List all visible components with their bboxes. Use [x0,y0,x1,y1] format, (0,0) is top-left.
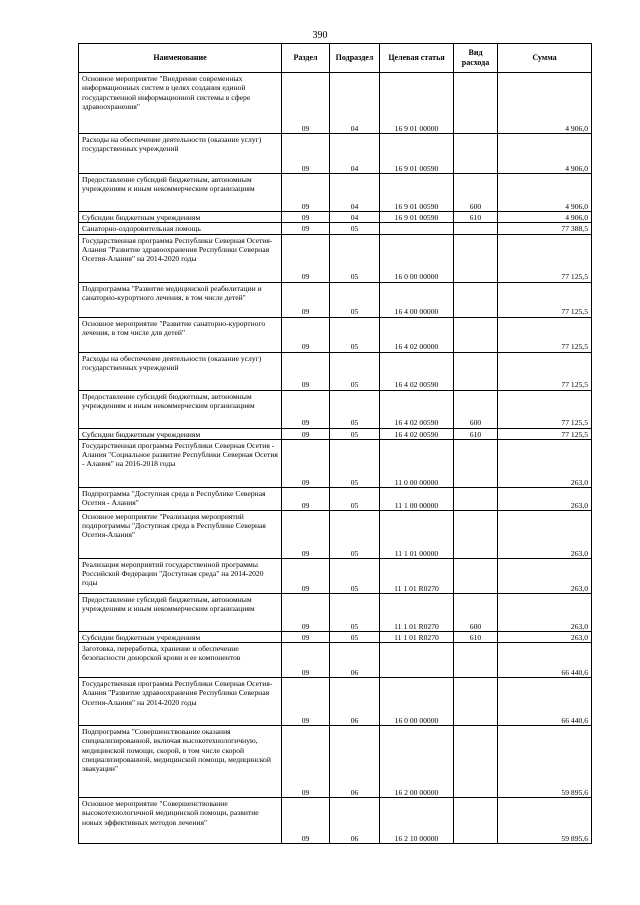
row-article: 16 9 01 00590 [380,212,454,223]
row-subsection: 05 [330,317,380,352]
row-name: Предоставление субсидий бюджетным, автономным учреждениям и иным некоммерческим организациям [79,593,282,631]
table-row [79,223,592,234]
table-row [79,726,592,798]
table-row [79,73,592,134]
row-subsection: 05 [330,593,380,631]
row-subsection: 05 [330,282,380,317]
page-number: 390 [312,30,328,41]
row-article: 16 4 02 00590 [380,428,454,439]
table-row [79,558,592,593]
table-row [79,510,592,558]
row-sum: 77 125,5 [498,234,592,282]
row-section: 09 [282,798,330,844]
row-article: 11 1 01 R0270 [380,593,454,631]
row-subsection: 04 [330,212,380,223]
row-article: 16 4 02 00590 [380,390,454,428]
row-sum: 77 125,5 [498,282,592,317]
row-sum: 59 895,6 [498,726,592,798]
row-sum: 4 906,0 [498,174,592,212]
table-row [79,428,592,439]
row-sum: 263,0 [498,510,592,558]
row-article: 16 4 02 00590 [380,352,454,390]
row-expense-type [454,558,498,593]
row-sum: 59 895,6 [498,798,592,844]
row-expense-type [454,643,498,678]
row-name: Подпрограмма "Доступная среда в Республике Северная Осетия - Алания" [79,487,282,510]
table-row [79,439,592,487]
budget-table [78,43,592,844]
header-subsection: Подраздел [330,44,380,73]
row-article: 11 1 01 R0270 [380,558,454,593]
row-name: Реализация мероприятий государственной программы Российской Федерации "Доступная среда" на 2014-2020 годы [79,558,282,593]
table-row [79,487,592,510]
row-name: Государственная программа Республики Северная Осетия-Алания "Развитие здравоохранения Республики Северная Осетия-Алания" на 2014-2020 годы [79,234,282,282]
header-section: Раздел [282,44,330,73]
row-sum: 77 125,5 [498,390,592,428]
row-name: Санаторно-оздоровительная помощь [79,223,282,234]
row-article [380,643,454,678]
row-subsection: 06 [330,726,380,798]
row-section: 09 [282,73,330,134]
table-row [79,234,592,282]
row-expense-type [454,282,498,317]
row-section: 09 [282,643,330,678]
row-name: Основное мероприятие "Реализация мероприятий подпрограммы "Доступная среда в Республике Северная Осетия-Алания" [79,510,282,558]
row-sum: 66 440,6 [498,643,592,678]
row-section: 09 [282,134,330,174]
row-section: 09 [282,212,330,223]
row-expense-type: 600 [454,174,498,212]
row-expense-type: 610 [454,212,498,223]
row-sum: 77 125,5 [498,317,592,352]
table-header [79,44,592,73]
row-name: Расходы на обеспечение деятельности (оказание услуг) государственных учреждений [79,352,282,390]
row-article: 16 4 02 00000 [380,317,454,352]
row-name: Предоставление субсидий бюджетным, автономным учреждениям и иным некоммерческим организациям [79,174,282,212]
row-expense-type [454,234,498,282]
row-subsection: 05 [330,487,380,510]
row-expense-type [454,726,498,798]
row-name: Субсидии бюджетным учреждениям [79,212,282,223]
table-row [79,352,592,390]
row-sum: 4 906,0 [498,212,592,223]
row-name: Подпрограмма "Развитие медицинской реабилитации и санаторно-курортного лечения, в том числе детей" [79,282,282,317]
row-section: 09 [282,317,330,352]
row-sum: 263,0 [498,487,592,510]
row-section: 09 [282,223,330,234]
row-sum: 66 440,6 [498,678,592,726]
row-name: Основное мероприятие "Совершенствование высокотехнологичной медицинской помощи, развитие новых эффективных методов лечения" [79,798,282,844]
row-name: Подпрограмма "Совершенствование оказания специализированной, включая высокотехнологичную, медицинской помощи, скорой, в том числе скорой специализированной, медицинской помощи, медицинской эвакуации" [79,726,282,798]
row-expense-type [454,510,498,558]
row-section: 09 [282,631,330,642]
row-expense-type: 610 [454,428,498,439]
table-row [79,174,592,212]
row-subsection: 06 [330,798,380,844]
row-name: Заготовка, переработка, хранение и обеспечение безопасности донорской крови и ее компонентов [79,643,282,678]
row-subsection: 04 [330,134,380,174]
row-subsection: 05 [330,631,380,642]
row-expense-type [454,352,498,390]
row-sum: 4 906,0 [498,134,592,174]
row-sum: 4 906,0 [498,73,592,134]
table-body [79,73,592,844]
row-section: 09 [282,174,330,212]
row-subsection: 05 [330,223,380,234]
row-section: 09 [282,352,330,390]
header-name: Наименование [79,44,282,73]
row-article: 11 1 01 00000 [380,510,454,558]
row-name: Государственная программа Республики Северная Осетия - Алания "Социальное развитие Республики Северная Осетия - Алания" на 2016-2018 годы [79,439,282,487]
table-row [79,134,592,174]
row-expense-type [454,317,498,352]
row-article: 16 0 00 00000 [380,234,454,282]
row-expense-type: 610 [454,631,498,642]
row-subsection: 05 [330,558,380,593]
row-sum: 77 125,5 [498,352,592,390]
row-name: Основное мероприятие "Развитие санаторно-курортного лечения, в том числе для детей" [79,317,282,352]
row-name: Расходы на обеспечение деятельности (оказание услуг) государственных учреждений [79,134,282,174]
row-name: Основное мероприятие "Внедрение современных информационных систем в целях создания единой государственной информационной системы в сфере здравоохранения" [79,73,282,134]
row-section: 09 [282,282,330,317]
row-subsection: 05 [330,510,380,558]
table-row [79,631,592,642]
row-section: 09 [282,487,330,510]
row-expense-type [454,798,498,844]
row-section: 09 [282,510,330,558]
header-expense-type: Вид расхода [454,44,498,73]
row-section: 09 [282,558,330,593]
row-name: Предоставление субсидий бюджетным, автономным учреждениям и иным некоммерческим организациям [79,390,282,428]
row-subsection: 06 [330,678,380,726]
row-expense-type: 600 [454,390,498,428]
row-sum: 77 388,5 [498,223,592,234]
row-section: 09 [282,439,330,487]
row-article: 16 0 00 00000 [380,678,454,726]
row-section: 09 [282,234,330,282]
row-section: 09 [282,593,330,631]
row-sum: 263,0 [498,631,592,642]
row-sum: 263,0 [498,439,592,487]
row-subsection: 05 [330,234,380,282]
table-row [79,593,592,631]
row-subsection: 05 [330,352,380,390]
row-section: 09 [282,678,330,726]
row-expense-type [454,223,498,234]
row-article: 16 9 01 00000 [380,73,454,134]
row-article: 16 4 00 00000 [380,282,454,317]
row-expense-type [454,439,498,487]
header-sum: Сумма [498,44,592,73]
row-section: 09 [282,428,330,439]
row-section: 09 [282,726,330,798]
row-article: 11 0 00 00000 [380,439,454,487]
row-expense-type [454,678,498,726]
header-article: Целевая статья [380,44,454,73]
row-article: 11 1 01 R0270 [380,631,454,642]
row-name: Субсидии бюджетным учреждениям [79,428,282,439]
row-article: 16 2 00 00000 [380,726,454,798]
table-row [79,678,592,726]
row-subsection: 06 [330,643,380,678]
table-row [79,317,592,352]
row-expense-type [454,487,498,510]
row-article: 16 9 01 00590 [380,174,454,212]
row-sum: 77 125,5 [498,428,592,439]
row-sum: 263,0 [498,558,592,593]
table-row [79,212,592,223]
row-subsection: 05 [330,439,380,487]
row-expense-type [454,134,498,174]
row-subsection: 04 [330,174,380,212]
table-row [79,282,592,317]
table-row [79,798,592,844]
table-row [79,390,592,428]
row-article: 16 2 10 00000 [380,798,454,844]
row-article: 16 9 01 00590 [380,134,454,174]
row-article [380,223,454,234]
row-subsection: 05 [330,428,380,439]
row-sum: 263,0 [498,593,592,631]
row-article: 11 1 00 00000 [380,487,454,510]
row-expense-type [454,73,498,134]
row-subsection: 05 [330,390,380,428]
row-subsection: 04 [330,73,380,134]
table-row [79,643,592,678]
row-expense-type: 600 [454,593,498,631]
row-name: Государственная программа Республики Северная Осетия-Алания "Развитие здравоохранения Республики Северная Осетия-Алания" на 2014-2020 годы [79,678,282,726]
row-section: 09 [282,390,330,428]
row-name: Субсидии бюджетным учреждениям [79,631,282,642]
